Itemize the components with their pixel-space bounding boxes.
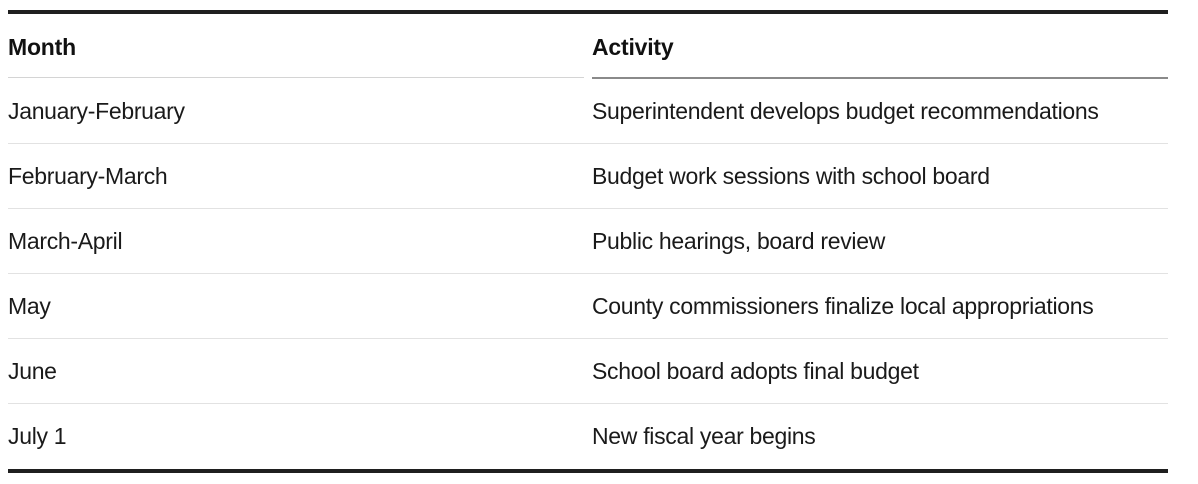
cell-month: May bbox=[8, 292, 51, 319]
table-row bbox=[8, 339, 1168, 404]
table-row bbox=[8, 274, 1168, 339]
cell-month: February-March bbox=[8, 162, 168, 189]
cell-month: June bbox=[8, 357, 57, 384]
cell-activity: School board adopts final budget bbox=[592, 357, 919, 384]
table-row bbox=[8, 209, 1168, 274]
cell-month: January-February bbox=[8, 97, 185, 124]
table-row bbox=[8, 79, 1168, 144]
cell-month: July 1 bbox=[8, 423, 67, 449]
header-underline-month bbox=[8, 77, 584, 78]
cell-activity: Superintendent develops budget recommendations bbox=[592, 97, 1099, 124]
cell-activity: Budget work sessions with school board bbox=[592, 162, 990, 189]
header-activity: Activity bbox=[592, 34, 674, 60]
cell-month: March-April bbox=[8, 227, 123, 254]
cell-activity: County commissioners finalize local appropriations bbox=[592, 292, 1094, 319]
table-bottom-rule bbox=[8, 469, 1168, 473]
header-underline-activity bbox=[592, 77, 1168, 79]
table-row bbox=[8, 404, 1168, 469]
cell-activity: New fiscal year begins bbox=[592, 423, 816, 449]
budget-calendar-table bbox=[8, 10, 1168, 473]
table-header bbox=[8, 14, 1168, 77]
header-month: Month bbox=[8, 34, 76, 60]
cell-activity: Public hearings, board review bbox=[592, 227, 886, 254]
table-row bbox=[8, 144, 1168, 209]
